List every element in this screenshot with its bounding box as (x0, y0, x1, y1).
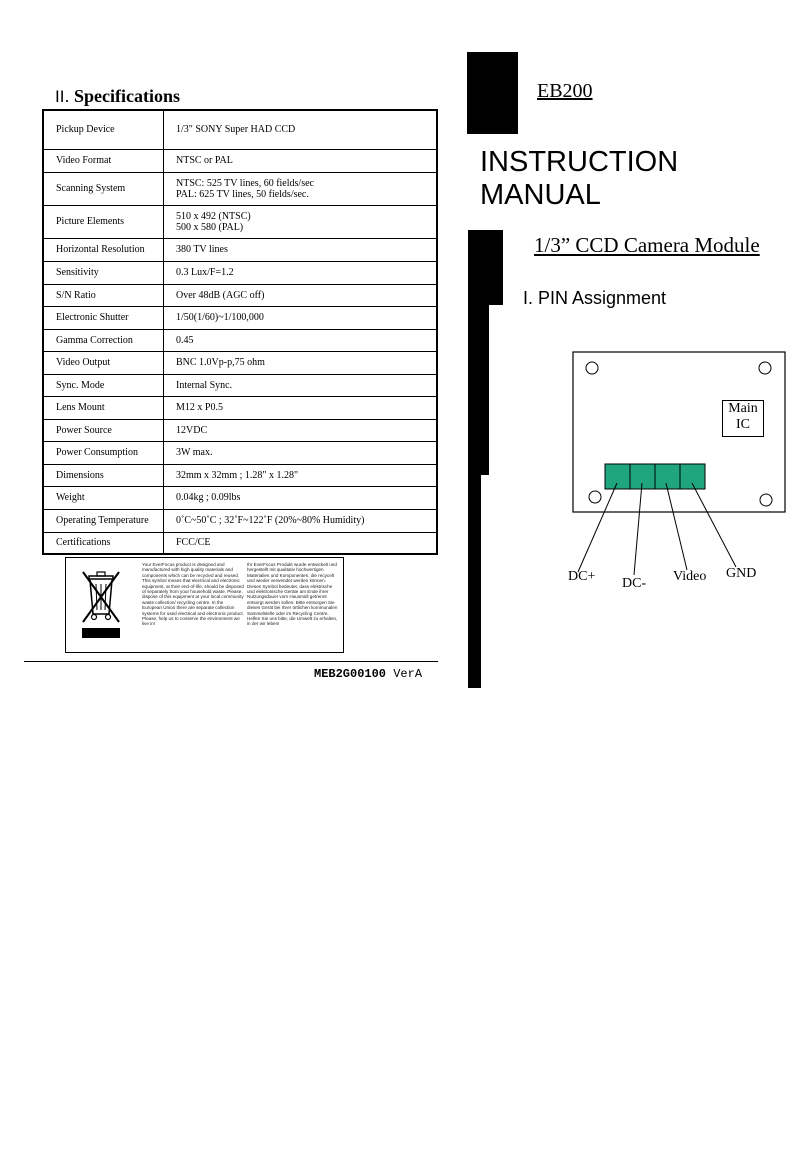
spec-label: Lens Mount (43, 396, 164, 419)
connector-pin (680, 464, 705, 489)
spec-row (43, 238, 437, 261)
spec-value: M12 x P0.5 (164, 396, 438, 419)
spec-label: S/N Ratio (43, 284, 164, 306)
spec-value: Internal Sync. (164, 374, 438, 396)
spec-row (43, 532, 437, 554)
document-number (314, 667, 422, 681)
pin-label-dc-minus: DC- (622, 576, 647, 591)
document-subtitle: 1/3” CCD Camera Module (534, 233, 760, 257)
main-ic-label (722, 400, 764, 437)
spec-value: 0.45 (164, 329, 438, 351)
spec-label: Gamma Correction (43, 329, 164, 351)
spec-label: Picture Elements (43, 205, 164, 238)
spec-label: Operating Temperature (43, 509, 164, 532)
spec-row (43, 110, 437, 149)
doc-code: MEB2G00100 (314, 667, 387, 681)
spec-label: Sync. Mode (43, 374, 164, 396)
spec-label: Horizontal Resolution (43, 238, 164, 261)
spec-row (43, 261, 437, 284)
spec-row (43, 374, 437, 396)
spec-row (43, 306, 437, 329)
spec-value: 510 x 492 (NTSC) 500 x 580 (PAL) (164, 205, 438, 238)
spec-label: Electronic Shutter (43, 306, 164, 329)
specifications-heading (55, 86, 180, 107)
footer-rule (24, 661, 438, 662)
spec-row (43, 419, 437, 441)
document-title (480, 146, 678, 212)
black-side-line (468, 475, 481, 688)
spec-value: BNC 1.0Vp-p,75 ohm (164, 351, 438, 374)
weee-notice (65, 557, 344, 653)
spec-value: NTSC: 525 TV lines, 60 fields/sec PAL: 625 TV lines, 50 fields/sec. (164, 172, 438, 205)
spec-value: 0.3 Lux/F=1.2 (164, 261, 438, 284)
weee-text-german: Ihr EverFocus Produkt wurde entwickelt und hergestellt mit qualitativ hochwertigen Materialien und Komponenten, die recycelt und wieder verwendet werden können. Dieses Symbol bedeutet, dass elektrische und elektronische Geräte am Ende ihrer Nutzungsdauer vom Hausmüll getrennt entsorgt werden sollen. Bitte entsorgen Sie dieses Gerät bei Ihrer örtlichen kommunalen Sammelstelle oder im Recycling Centre. Helfen Sie uns bitte, die Umwelt zu erhalten, in der wir leben! (247, 562, 338, 627)
main-ic-text: Main IC (728, 401, 758, 432)
heading-text: Specifications (74, 86, 181, 106)
spec-row (43, 486, 437, 509)
weee-text-english: Your EverFocus product is designed and manufactured with high quality materials and components which can be recycled and reused. This symbol means that electrical and electronic equipment, at their end-of-life, should be disposed of separately from your household waste. Please, dispose of this equipment at your local community waste collection/ recycling centre. In the European Union there are separate collection systems for used electrical and electronic product. Please, help us to conserve the environment we live in! (142, 562, 244, 627)
spec-row (43, 149, 437, 172)
spec-label: Video Format (43, 149, 164, 172)
doc-version: VerA (393, 667, 423, 681)
connector-pin (655, 464, 680, 489)
spec-value: 1/50(1/60)~1/100,000 (164, 306, 438, 329)
spec-value: 3W max. (164, 441, 438, 464)
spec-value: Over 48dB (AGC off) (164, 284, 438, 306)
spec-row (43, 284, 437, 306)
spec-label: Video Output (43, 351, 164, 374)
connector-pin (605, 464, 630, 489)
black-tab-top (467, 52, 518, 134)
spec-label: Sensitivity (43, 261, 164, 284)
pin-diagram (560, 340, 800, 600)
spec-label: Pickup Device (43, 110, 164, 149)
spec-row (43, 441, 437, 464)
spec-row (43, 464, 437, 486)
spec-label: Power Consumption (43, 441, 164, 464)
title-line-2: MANUAL (480, 179, 601, 211)
spec-label: Scanning System (43, 172, 164, 205)
black-tab-side (468, 230, 503, 305)
spec-value: 380 TV lines (164, 238, 438, 261)
black-side-strip (468, 305, 489, 475)
spec-value: 12VDC (164, 419, 438, 441)
spec-value: 1/3" SONY Super HAD CCD (164, 110, 438, 149)
spec-value: FCC/CE (164, 532, 438, 554)
spec-label: Certifications (43, 532, 164, 554)
spec-value: 0˚C~50˚C ; 32˚F~122˚F (20%~80% Humidity) (164, 509, 438, 532)
spec-row (43, 172, 437, 205)
pin-label-video: Video (673, 569, 707, 584)
pin-assignment-heading: I. PIN Assignment (523, 288, 667, 308)
specifications-table (42, 109, 438, 555)
spec-row (43, 329, 437, 351)
title-line-1: INSTRUCTION (480, 146, 679, 178)
model-number: EB200 (537, 80, 593, 102)
pin-connector (605, 464, 705, 489)
pin-label-gnd: GND (726, 566, 757, 581)
spec-row (43, 509, 437, 532)
spec-row (43, 396, 437, 419)
spec-label: Power Source (43, 419, 164, 441)
connector-pin (630, 464, 655, 489)
spec-value: 0.04kg ; 0.09lbs (164, 486, 438, 509)
spec-row (43, 205, 437, 238)
pin-label-dc-plus: DC+ (568, 569, 596, 584)
spec-value: NTSC or PAL (164, 149, 438, 172)
spec-label: Weight (43, 486, 164, 509)
heading-number: II. (55, 87, 70, 106)
spec-value: 32mm x 32mm ; 1.28" x 1.28" (164, 464, 438, 486)
weee-bin-icon (78, 568, 124, 644)
spec-label: Dimensions (43, 464, 164, 486)
spec-row (43, 351, 437, 374)
